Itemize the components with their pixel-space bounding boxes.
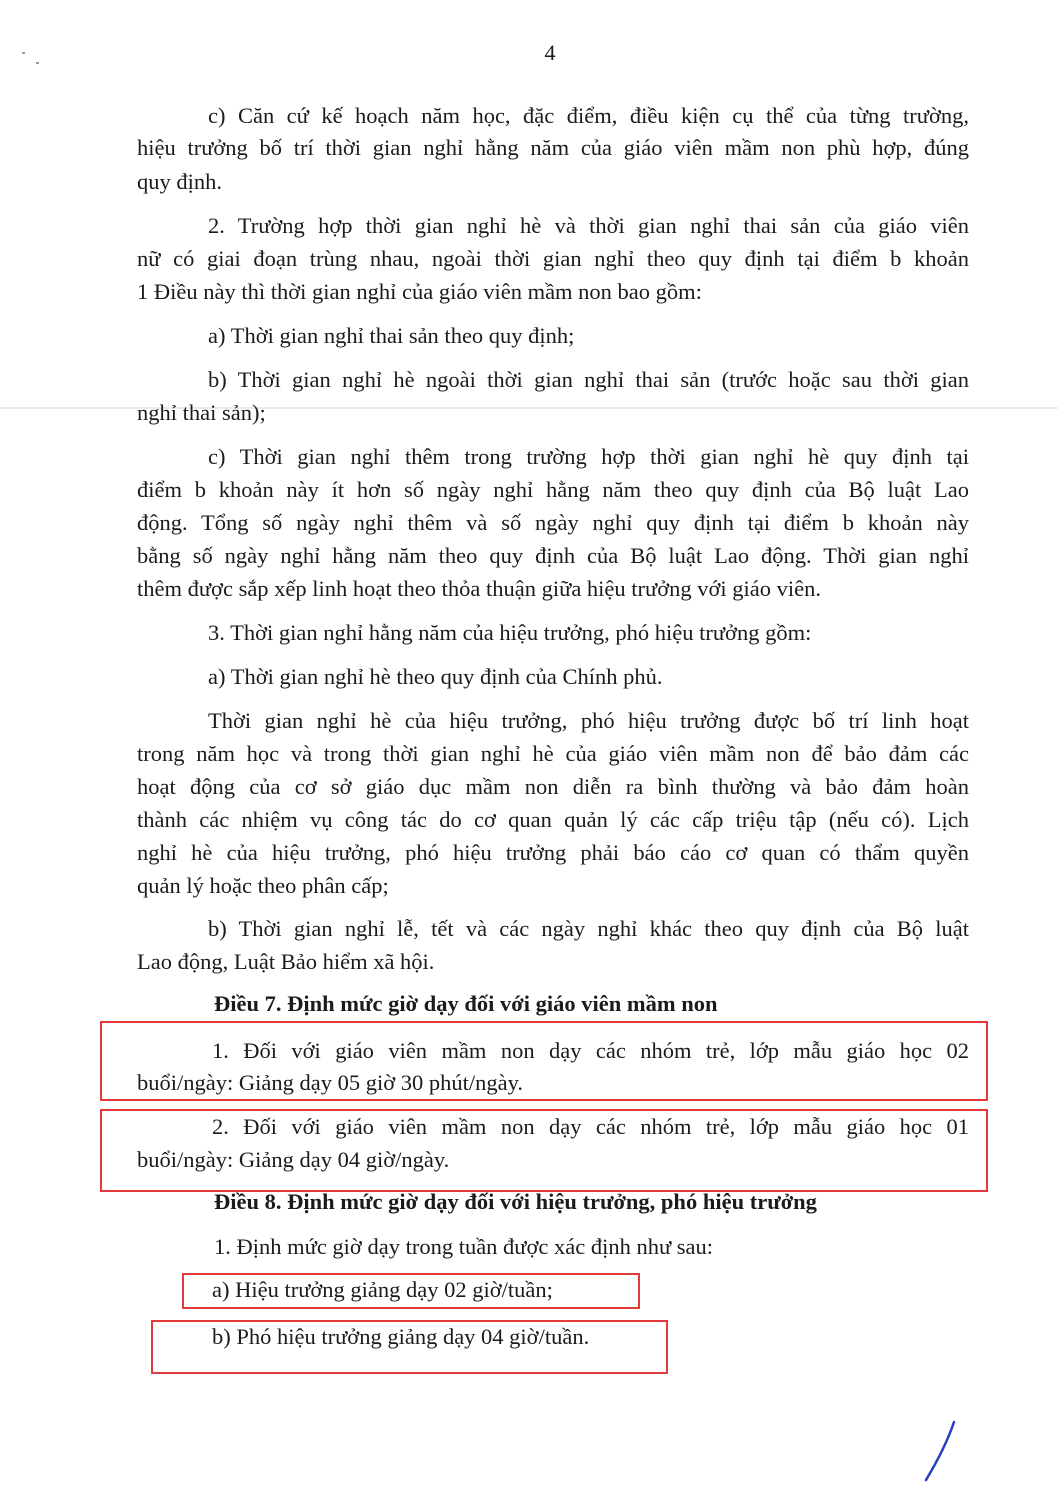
body-text-line: quy định. [137, 169, 223, 194]
body-text-line: thành các nhiệm vụ công tác do cơ quan quản lý các cấp triệu tập (nếu có). Lịch [137, 807, 969, 832]
body-text-line: b) Phó hiệu trưởng giảng dạy 04 giờ/tuần. [212, 1324, 590, 1349]
body-text-line: b) Thời gian nghỉ hè ngoài thời gian nghỉ thai sản (trước hoặc sau thời gian [208, 367, 969, 392]
body-text-line: a) Thời gian nghỉ hè theo quy định của Chính phủ. [208, 664, 663, 689]
body-text-line: quản lý hoặc theo phân cấp; [137, 873, 389, 898]
body-text-line: buổi/ngày: Giảng dạy 05 giờ 30 phút/ngày. [137, 1070, 524, 1095]
body-text-line: 3. Thời gian nghỉ hằng năm của hiệu trưởng, phó hiệu trưởng gồm: [208, 620, 812, 645]
body-text-line: a) Thời gian nghỉ thai sản theo quy định; [208, 323, 575, 348]
body-text-line: thêm được sắp xếp linh hoạt theo thỏa thuận giữa hiệu trưởng với giáo viên. [137, 576, 822, 601]
body-text-line: nghỉ hè của hiệu trưởng, phó hiệu trưởng phải báo cáo cơ quan có thẩm quyền [137, 840, 969, 865]
body-text-line: điểm b khoản này ít hơn số ngày nghỉ hằng năm theo quy định của Bộ luật Lao [137, 477, 969, 502]
body-text-line: nghỉ thai sản); [137, 400, 266, 425]
article-heading: Điều 8. Định mức giờ dạy đối với hiệu trưởng, phó hiệu trưởng [214, 1189, 817, 1214]
article-heading: Điều 7. Định mức giờ dạy đối với giáo viên mầm non [214, 991, 718, 1016]
body-text-line: 1. Đối với giáo viên mầm non dạy các nhóm trẻ, lớp mẫu giáo học 02 [212, 1038, 969, 1063]
body-text-line: động. Tổng số ngày nghỉ thêm và số ngày nghỉ quy định tại điểm b khoản này [137, 510, 969, 535]
body-text-line: Thời gian nghỉ hè của hiệu trưởng, phó hiệu trưởng được bố trí linh hoạt [208, 708, 969, 733]
body-text-line: buổi/ngày: Giảng dạy 04 giờ/ngày. [137, 1147, 450, 1172]
highlight-box-principal-hours [182, 1273, 640, 1309]
body-text-line: 1. Định mức giờ dạy trong tuần được xác định như sau: [214, 1234, 714, 1259]
body-text-line: Lao động, Luật Bảo hiểm xã hội. [137, 949, 435, 974]
page-number: 4 [544, 40, 556, 65]
body-text-line: c) Căn cứ kế hoạch năm học, đặc điểm, điều kiện cụ thể của từng trường, [208, 103, 969, 128]
body-text-line: a) Hiệu trưởng giảng dạy 02 giờ/tuần; [212, 1277, 553, 1302]
highlight-box-vice-principal-hours [151, 1320, 668, 1374]
highlight-box-article7-item1 [100, 1021, 988, 1101]
pen-mark-icon [918, 1418, 960, 1486]
body-text-line: hiệu trưởng bố trí thời gian nghỉ hằng năm của giáo viên mầm non phù hợp, đúng [137, 135, 969, 160]
body-text-line: trong năm học và trong thời gian nghỉ hè của giáo viên mầm non để bảo đảm các [137, 741, 969, 766]
highlight-box-article7-item2 [100, 1109, 988, 1192]
body-text-line: nữ có giai đoạn trùng nhau, ngoài thời gian nghỉ theo quy định tại điểm b khoản [137, 246, 969, 271]
body-text-line: hoạt động của cơ sở giáo dục mầm non diễn ra bình thường và bảo đảm hoàn [137, 774, 969, 799]
body-text-line: 2. Trường hợp thời gian nghỉ hè và thời gian nghỉ thai sản của giáo viên [208, 213, 969, 238]
body-text-line: c) Thời gian nghỉ thêm trong trường hợp thời gian nghỉ hè quy định tại [208, 444, 969, 469]
body-text-line: 2. Đối với giáo viên mầm non dạy các nhóm trẻ, lớp mẫu giáo học 01 [212, 1114, 969, 1139]
body-text-line: bằng số ngày nghỉ hằng năm theo quy định của Bộ luật Lao động. Thời gian nghỉ [137, 543, 969, 568]
body-text-line: 1 Điều này thì thời gian nghỉ của giáo viên mầm non bao gồm: [137, 279, 702, 304]
body-text-line: b) Thời gian nghỉ lễ, tết và các ngày nghỉ khác theo quy định của Bộ luật [208, 916, 969, 941]
